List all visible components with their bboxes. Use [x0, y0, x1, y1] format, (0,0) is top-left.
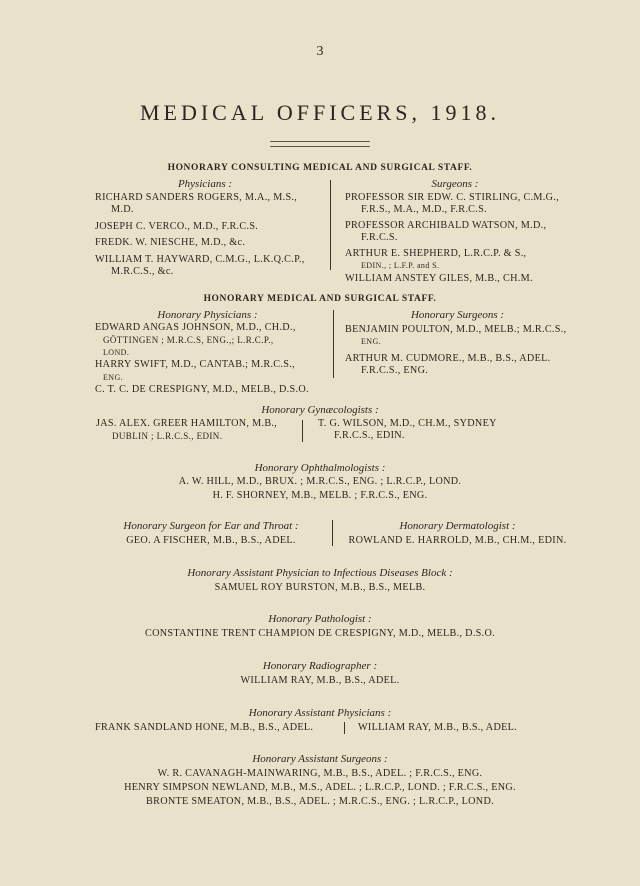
honorary-surgeons-label: Honorary Surgeons : — [410, 309, 505, 321]
list-item: JOSEPH C. VERCO., M.D., F.R.C.S. — [95, 220, 259, 232]
list-item: A. W. HILL, M.D., BRUX. ; M.R.C.S., ENG. ; L.R.C.P., LOND. — [178, 476, 462, 487]
asst-surgeons-label: Honorary Assistant Surgeons : — [252, 753, 388, 765]
list-item: EDIN., ; L.F.P. and S. — [361, 261, 440, 271]
list-item: WILLIAM ANSTEY GILES, M.B., CH.M. — [345, 273, 533, 285]
pathologist-name: CONSTANTINE TRENT CHAMPION DE CRESPIGNY, M.D., MELB., D.S.O. — [144, 628, 495, 639]
list-item: RICHARD SANDERS ROGERS, M.A., M.S., — [95, 192, 298, 203]
list-item: HENRY SIMPSON NEWLAND, M.B., M.S., ADEL. ; L.R.C.P., LOND. ; F.R.C.S., ENG. — [124, 782, 516, 793]
ear-throat-name: GEO. A FISCHER, M.B., B.S., ADEL. — [126, 535, 296, 546]
asst-physicians-label: Honorary Assistant Physicians : — [248, 707, 392, 719]
list-item: ENG. — [361, 337, 382, 347]
radiographer-name: WILLIAM RAY, M.B., B.S., ADEL. — [240, 675, 400, 686]
column-divider — [302, 420, 303, 442]
list-item: HARRY SWIFT, M.D., CANTAB.; M.R.C.S., — [95, 359, 295, 371]
list-item: F.R.C.S., ENG. — [361, 365, 429, 377]
list-item: FREDK. W. NIESCHE, M.D., &c. — [95, 237, 246, 249]
list-item: F.R.S., M.A., M.D., F.R.C.S. — [361, 204, 487, 216]
column-divider — [333, 310, 334, 378]
list-item: GÖTTINGEN ; M.R.C.S, ENG.,; L.R.C.P., — [103, 335, 274, 346]
ophthalmologists-label: Honorary Ophthalmologists : — [254, 462, 386, 474]
list-item: M.D. — [111, 204, 134, 216]
list-item: BENJAMIN POULTON, M.D., MELB.; M.R.C.S., — [345, 324, 567, 335]
list-item: FRANK SANDLAND HONE, M.B., B.S., ADEL. — [95, 722, 314, 733]
honorary-surgeons-list — [345, 324, 566, 378]
list-item: H. F. SHORNEY, M.B., MELB. ; F.R.C.S., ENG. — [212, 490, 428, 501]
ear-throat-label: Honorary Surgeon for Ear and Throat : — [123, 520, 299, 532]
list-item: ENG. — [103, 372, 124, 382]
consulting-physicians-list — [95, 192, 305, 278]
honorary-physicians-list — [95, 322, 309, 396]
list-item: WILLIAM RAY, M.B., B.S., ADEL. — [358, 722, 517, 733]
list-item: DUBLIN ; L.R.C.S., EDIN. — [112, 431, 223, 442]
dermatologist-name: ROWLAND E. HARROLD, M.B., CH.M., EDIN. — [348, 535, 567, 546]
column-divider — [344, 722, 345, 734]
infectious-name: SAMUEL ROY BURSTON, M.B., B.S., MELB. — [214, 582, 426, 593]
list-item: EDWARD ANGAS JOHNSON, M.D., CH.D., — [95, 322, 296, 333]
list-item: C. T. C. DE CRESPIGNY, M.D., MELB., D.S.O. — [95, 384, 309, 396]
list-item: F.R.C.S. — [361, 232, 398, 244]
list-item: PROFESSOR ARCHIBALD WATSON, M.D., — [345, 219, 547, 231]
list-item: M.R.C.S., &c. — [111, 266, 174, 278]
pathologist-label: Honorary Pathologist : — [268, 613, 372, 625]
list-item: PROFESSOR SIR EDW. C. STIRLING, C.M.G., — [345, 192, 559, 203]
column-divider — [330, 180, 331, 270]
consulting-physicians-label: Physicians : — [177, 178, 233, 190]
honorary-physicians-label: Honorary Physicians : — [157, 309, 258, 321]
list-item: W. R. CAVANAGH-MAINWARING, M.B., B.S., ADEL. ; F.R.C.S., ENG. — [157, 768, 483, 779]
consulting-heading: HONORARY CONSULTING MEDICAL AND SURGICAL STAFF. — [167, 163, 473, 173]
consulting-surgeons-label: Surgeons : — [431, 178, 479, 190]
gynaecologists-label: Honorary Gynæcologists : — [261, 404, 379, 416]
page-title: MEDICAL OFFICERS, 1918. — [139, 100, 501, 125]
gynaecologists-right — [318, 418, 497, 443]
gynaecologists-left — [96, 418, 277, 443]
dermatologist-label: Honorary Dermatologist : — [399, 520, 516, 532]
honorary-heading: HONORARY MEDICAL AND SURGICAL STAFF. — [203, 294, 437, 304]
consulting-surgeons-list — [345, 192, 559, 286]
list-item: T. G. WILSON, M.D., CH.M., SYDNEY — [318, 418, 497, 429]
list-item: JAS. ALEX. GREER HAMILTON, M.B., — [96, 418, 278, 429]
list-item: BRONTE SMEATON, M.B., B.S., ADEL. ; M.R.C.S., ENG. ; L.R.C.P., LOND. — [146, 796, 494, 807]
radiographer-label: Honorary Radiographer : — [262, 660, 378, 672]
infectious-label: Honorary Assistant Physician to Infectious Diseases Block : — [187, 567, 453, 579]
list-item: LOND. — [103, 347, 130, 357]
list-item: ARTHUR M. CUDMORE., M.B., B.S., ADEL. — [345, 352, 551, 364]
column-divider — [332, 520, 333, 546]
page-number: 3 — [316, 44, 324, 59]
title-rule — [270, 141, 370, 147]
list-item: F.R.C.S., EDIN. — [334, 430, 405, 442]
list-item: WILLIAM T. HAYWARD, C.M.G., L.K.Q.C.P., — [95, 253, 305, 265]
list-item: ARTHUR E. SHEPHERD, L.R.C.P. & S., — [345, 247, 527, 259]
